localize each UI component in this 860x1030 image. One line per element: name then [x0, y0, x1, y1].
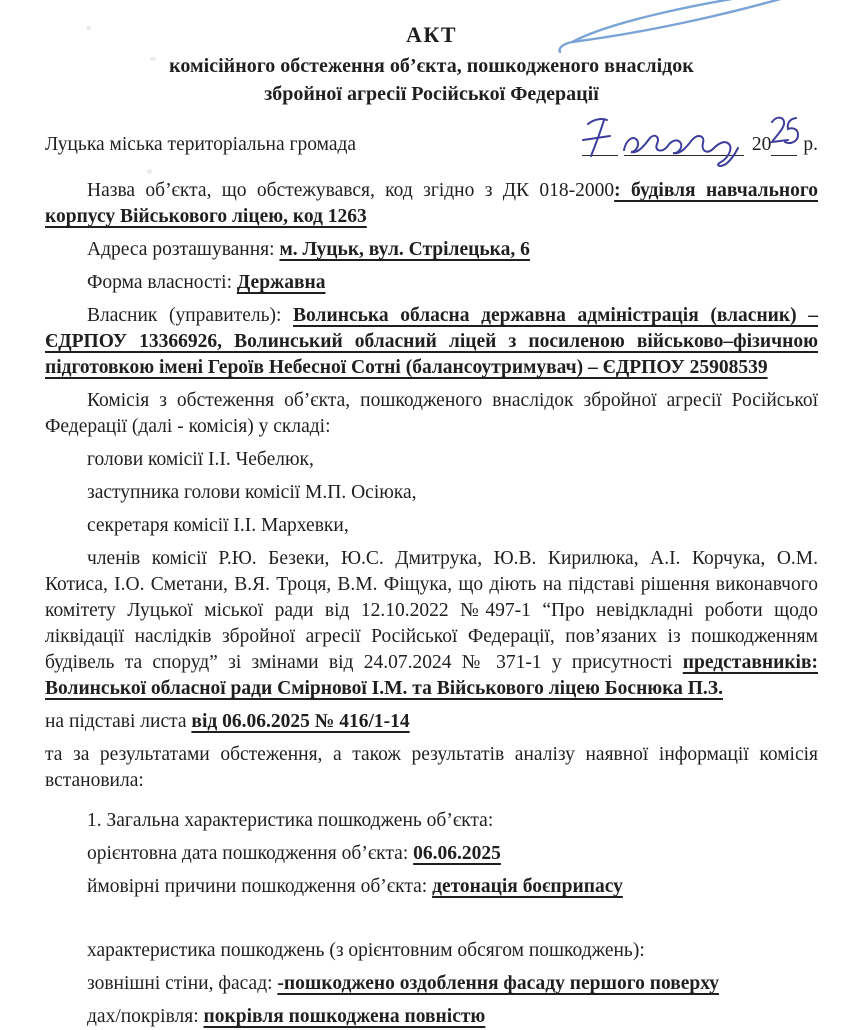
text-run: заступника голови комісії М.П. Осіюка,	[87, 482, 417, 503]
date-day-blank	[582, 136, 618, 156]
text-run: Державна	[236, 272, 326, 293]
paragraph	[45, 709, 818, 735]
meta-row	[45, 134, 818, 156]
text-run: членів комісії Р.Ю. Безеки, Ю.С. Дмитрука, Ю.В. Кирилюка, А.І. Корчука, О.М. Котиса, І.О. Сметани, В.Я. Троця, В.М. Фіщука, що діють на підставі рішення виконавчого комітету Луцької міської ради від 12.10.2022 №497-1 “Про невідкладні роботи щодо ліквідації наслідків збройної агресії Російської Федерації, пов’язаних із пошкодженням будівель та споруд” зі змінами від 24.07.2024 № 371-1 у присутності	[45, 548, 818, 673]
paragraph	[45, 841, 818, 867]
text-run: та за результатами обстеження, а також результатів аналізу наявної інформації комісія встановила:	[45, 744, 818, 791]
community-name: Луцька міська територіальна громада	[45, 134, 357, 155]
paragraph	[45, 971, 818, 997]
text-run: ймовірні причини пошкодження об’єкта:	[87, 876, 433, 897]
date-month-blank	[624, 136, 744, 156]
text-run: від 06.06.2025 № 416/1-14	[191, 711, 410, 732]
document-subtitle-line1: комісійного обстеження об’єкта, пошкодженого внаслідок	[169, 55, 694, 77]
text-run: представників: Волинської обласної ради Смірнової І.М. та Військового ліцею Боснюка П.З.	[45, 652, 818, 699]
text-run: Власник (управитель):	[87, 305, 294, 326]
paragraph	[45, 447, 818, 473]
paragraph	[45, 742, 818, 794]
text-run: детонація боєприпасу	[432, 876, 623, 897]
paragraph	[45, 513, 818, 539]
text-run: Форма власності:	[87, 272, 237, 293]
text-run: голови комісії І.І. Чебелюк,	[87, 449, 314, 470]
paragraph	[45, 237, 818, 263]
text-run: секретаря комісії І.І. Мархевки,	[87, 515, 349, 536]
paragraph	[45, 480, 818, 506]
paragraph	[45, 546, 818, 702]
text-run: 06.06.2025	[413, 843, 501, 864]
text-run: характеристика пошкоджень (з орієнтовним обсягом пошкоджень):	[87, 940, 645, 961]
text-run: покрівля пошкоджена повністю	[203, 1006, 486, 1027]
date-line	[582, 134, 818, 156]
paragraph	[45, 303, 818, 381]
text-run: -пошкоджено оздоблення фасаду першого поверху	[277, 973, 719, 994]
text-run: дах/покрівля:	[87, 1006, 204, 1027]
text-run: : будівля навчального корпусу Військового ліцею, код 1263	[45, 180, 818, 227]
document-title: АКТ	[405, 22, 457, 47]
date-year-label: р.	[803, 134, 818, 155]
paragraph	[45, 938, 818, 964]
paragraph	[45, 178, 818, 230]
text-run: зовнішні стіни, фасад:	[87, 973, 278, 994]
paragraph	[45, 388, 818, 440]
date-year-prefix: 20	[751, 134, 772, 155]
text-run: Адреса розташування:	[87, 239, 280, 260]
date-year-blank	[771, 136, 797, 156]
text-run: Волинська обласна державна адміністрація (власник) – ЄДРПОУ 13366926, Волинський обласний ліцей з посиленою військово–фізичною підготовкою імені Героїв Небесної Сотні (балансоутримувач) – ЄДРПОУ 25908539	[45, 305, 818, 378]
document-subtitle-line2: збройної агресії Російської Федерації	[264, 83, 599, 105]
text-run: Комісія з обстеження об’єкта, пошкодженого внаслідок збройної агресії Російської Федерації (далі - комісія) у складі:	[45, 390, 818, 437]
text-run: на підставі листа	[45, 711, 192, 732]
paragraph	[45, 874, 818, 900]
text-run: Назва об’єкта, що обстежувався, код згідно з ДК 018-2000	[87, 180, 615, 201]
paragraph	[45, 808, 818, 834]
handwritten-date-ink	[576, 98, 828, 170]
text-run: орієнтовна дата пошкодження об’єкта:	[87, 843, 414, 864]
paragraph	[45, 270, 818, 296]
text-run: м. Луцьк, вул. Стрілецька, 6	[279, 239, 530, 260]
paragraph	[45, 1004, 818, 1030]
document-body	[45, 178, 818, 1030]
text-run: 1. Загальна характеристика пошкоджень об’єкта:	[87, 810, 494, 831]
